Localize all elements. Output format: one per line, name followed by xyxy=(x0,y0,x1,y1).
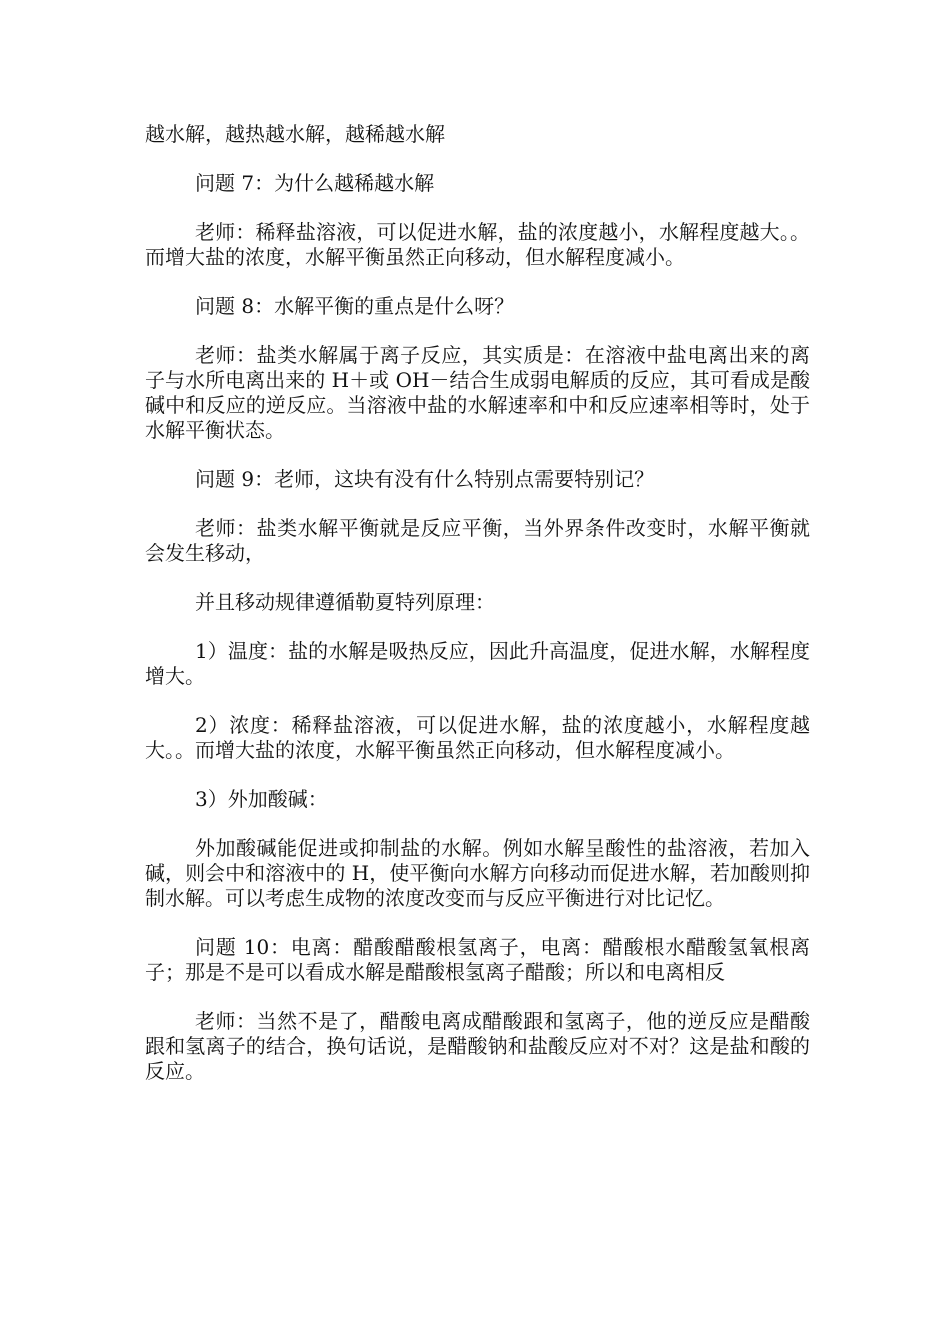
question-9: 问题 9：老师，这块有没有什么特别点需要特别记？ xyxy=(195,467,655,491)
answer-9: 老师：盐类水解平衡就是反应平衡，当外界条件改变时，水解平衡就会发生移动， xyxy=(145,516,810,565)
answer-7: 老师：稀释盐溶液，可以促进水解，盐的浓度越小，水解程度越大。。而增大盐的浓度，水解平衡虽然正向移动，但水解程度减小。 xyxy=(145,220,810,269)
factor-acid-base-detail: 外加酸碱能促进或抑制盐的水解。例如水解呈酸性的盐溶液，若加入碱，则会中和溶液中的 H，使平衡向水解方向移动而促进水解，若加酸则抑制水解。可以考虑生成物的浓度改变而与反应平衡进行对比记忆。 xyxy=(145,836,810,910)
le-chatelier-intro: 并且移动规律遵循勒夏特列原理： xyxy=(195,590,495,614)
answer-8: 老师：盐类水解属于离子反应，其实质是：在溶液中盐电离出来的离子与水所电离出来的 H＋或 OH－结合生成弱电解质的反应，其可看成是酸碱中和反应的逆反应。当溶液中盐的水解速率和中和反应速率相等时，处于水解平衡状态。 xyxy=(145,343,810,442)
question-10: 问题 10：电离：醋酸醋酸根氢离子，电离：醋酸根水醋酸氢氧根离子；那是不是可以看成水解是醋酸根氢离子醋酸；所以和电离相反 xyxy=(145,935,810,984)
factor-concentration: 2）浓度：稀释盐溶液，可以促进水解，盐的浓度越小，水解程度越大。。而增大盐的浓度，水解平衡虽然正向移动，但水解程度减小。 xyxy=(145,713,810,762)
document-body xyxy=(145,122,810,1108)
question-7: 问题 7：为什么越稀越水解 xyxy=(195,171,435,195)
answer-10: 老师：当然不是了，醋酸电离成醋酸跟和氢离子，他的逆反应是醋酸跟和氢离子的结合，换句话说，是醋酸钠和盐酸反应对不对？这是盐和酸的反应。 xyxy=(145,1009,810,1083)
factor-temperature: 1）温度：盐的水解是吸热反应，因此升高温度，促进水解，水解程度增大。 xyxy=(145,639,810,688)
question-8: 问题 8：水解平衡的重点是什么呀？ xyxy=(195,294,515,318)
paragraph-continuation: 越水解，越热越水解，越稀越水解 xyxy=(145,122,445,146)
factor-acid-base-heading: 3）外加酸碱： xyxy=(195,787,328,811)
